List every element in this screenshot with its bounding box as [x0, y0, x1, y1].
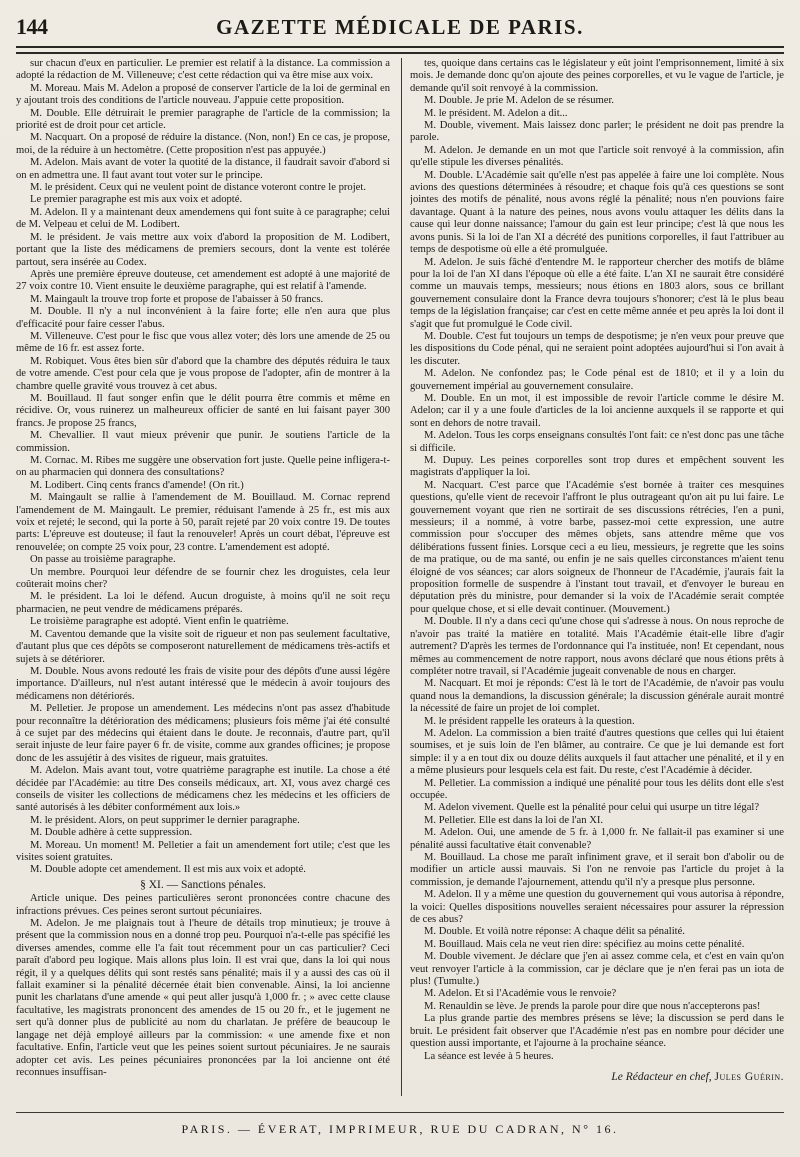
- paragraph: M. Dupuy. Les peines corporelles sont trop dures et empêchent souvent les magistrats d'appliquer la loi.: [410, 455, 784, 479]
- paragraph: M. Nacquart. On a proposé de réduire la distance. (Non, non!) En ce cas, je propose, moi, de la réduire à un hectomètre. (Cette proposition n'est pas appuyée.): [16, 132, 390, 156]
- column-divider: [401, 58, 402, 1096]
- paragraph: M. le président. M. Adelon a dit...: [424, 107, 568, 119]
- paragraph: M. Double. L'Académie sait qu'elle n'est pas appelée à faire une loi complète. Nous avions des questions déterminées à résoudre; et chaque fois qu'à ces questions se sont jointes des motifs de pénalité, nous avons réglé la pénalité; nous n'en pouvions faire davantage. Quant à la nature des peines, nous avons voulu attaquer les délits dans la cause qui leur donne naissance; l'amour du gain est leur principe; c'est là que nous les avons punis. Si la loi de l'an XI a décrété des punitions corporelles, il faut l'attribuer au temps de despotisme où elle a été promulguée.: [410, 169, 784, 256]
- paragraph: M. le président. La loi le défend. Aucun droguiste, à moins qu'il ne soit reçu pharmacien, ne peut vendre de médicamens préparés.: [16, 591, 390, 615]
- header-divider: [16, 52, 784, 54]
- paragraph: tes, quoique dans certains cas le législateur y eût joint l'emprisonnement, limité à six mois. Je demande donc qu'on ajoute des peines corporelles, et vu le vague de l'article, je demande qu'il soit renvoyé à la commission.: [410, 58, 784, 94]
- paragraph: M. Villeneuve. C'est pour le fisc que vous allez voter; dès lors une amende de 25 ou même de 16 fr. est assez forte.: [16, 330, 390, 355]
- paragraph: M. Adelon. Et si l'Académie vous le renvoie?: [424, 988, 617, 1000]
- paragraph: M. Cornac. M. Ribes me suggère une observation fort juste. Quelle peine infligera-t-on au pharmacien qui donnera des consultations?: [16, 455, 390, 479]
- paragraph: M. Chevallier. Il vaut mieux prévenir que punir. Je soutiens l'article de la commission.: [16, 430, 390, 454]
- paragraph: M. le président. Alors, on peut supprimer le dernier paragraphe.: [30, 814, 300, 826]
- paragraph: M. Adelon. Je me plaignais tout à l'heure de détails trop minutieux; je trouve à présent que la commission nous en a donné trop peu. Pourquoi n'a-t-elle pas spécifié les diverses amendes, comme elle l'a fait tout récemment pour un cas particulier? Ceci paraît d'abord peu logique. Mais allons plus loin. Il est vrai que, dans la loi qui nous régit, il y a quelques délits qui sont restés sans pénalité; mais il y a aussi des cas où il fallait examiner si la pénalité décernée était bien convenable. Ainsi, la loi ancienne punit les charlatans d'une amende « qui peut aller jusqu'à 1,000 fr. ; » avec cette clause facultative, les magistrats prononcent des amendes de 15 ou 20 fr., et le jugement ne sert qu'à donner plus de publicité au nom du charlatan. Je préfère de beaucoup le langage net déjà employé ailleurs par la commission: « une amende fixe et non facultative. Enfin, l'article veut que les peines soient surtout pécuniaires. Je ne saurais adopter cet avis. Les peines pécuniaires prononcées par la loi ancienne ont été reconnues insuffisan-: [16, 918, 390, 1078]
- paragraph: M. Bouillaud. Mais cela ne veut rien dire: spécifiez au moins cette pénalité.: [424, 938, 745, 950]
- paragraph: M. Adelon. Il y a maintenant deux amendemens qui font suite à ce paragraphe; celui de M. Velpeau et celui de M. Lodibert.: [16, 206, 390, 231]
- left-column-paragraphs-after: [16, 893, 390, 1079]
- paragraph: M. Moreau. Un moment! M. Pelletier a fait un amendement fort utile; c'est que les visites soient gratuites.: [16, 839, 390, 863]
- paragraph: M. Pelletier. La commission a indiqué une pénalité pour tous les délits dont elle s'est occupée.: [410, 777, 784, 801]
- paragraph: M. Adelon. Je suis fâché d'entendre M. le rapporteur chercher des motifs de blâme pour la loi de l'an XI dans l'époque où elle a été faite. L'an XI ne saurait être considéré comme un mauvais temps, messieurs; nous étions en 1803 alors, sous ce brillant gouvernement consulaire dont la France devra toujours s'honorer; c'est là le plus beau temps de la législation française; car c'est en cette même année et peu après la loi dont il s'agit que fut promulgué le Code civil.: [410, 256, 784, 330]
- paragraph: M. Renauldin se lève. Je prends la parole pour dire que nous n'accepterons pas!: [424, 1000, 761, 1012]
- right-column-paragraphs: [410, 58, 784, 1063]
- editor-signature: [410, 1071, 784, 1083]
- paragraph: sur chacun d'eux en particulier. Le premier est relatif à la distance. La commission a adopté la rédaction de M. Villeneuve; c'est cette rédaction qui va être mise aux voix.: [16, 58, 390, 82]
- paragraph: M. Double. Il n'y a nul inconvénient à la faire forte; elle n'en aura que plus d'efficacité pour faire cesser l'abus.: [16, 306, 390, 330]
- paragraph: M. Adelon. Mais avant tout, votre quatrième paragraphe est inutile. La chose a été décidée par l'Académie: au titre Des conseils médicaux, art. XI, vous avez chargé ces conseils de visiter les collections de médicamens chez les médecins et les officiers de santé autorisés à les débiter conformément aux lois.»: [16, 765, 390, 814]
- section-heading: § XI. — Sanctions pénales.: [140, 878, 266, 891]
- paragraph: La séance est levée à 5 heures.: [424, 1050, 554, 1062]
- left-column-paragraphs: [16, 58, 390, 877]
- paragraph: M. Pelletier. Je propose un amendement. Les médecins n'ont pas assez d'habitude pour reconnaître la détérioration des médicamens; plusieurs fois même j'ai été consulté à ce sujet par des médecins qui étaient dans le doute. Je reconnais, d'autre part, qu'il serait injuste de leur faire payer 6 fr. de visite, comme aux grandes officines; je propose donc de les assujétir à des visites de rigueur, mais gratuites.: [16, 703, 390, 764]
- paragraph: On passe au troisième paragraphe.: [30, 554, 176, 566]
- signature-label: Le Rédacteur en chef,: [611, 1070, 712, 1083]
- paragraph: M. Nacquart. Et moi je réponds: C'est là le tort de l'Académie, de n'avoir pas voulu quand nous la demandions, la discussion générale; la discussion générale aurait montré la nécessité de faire un projet de loi complet.: [410, 678, 784, 715]
- paragraph: Un membre. Pourquoi leur défendre de se fournir chez les droguistes, cela leur coûterait moins cher?: [16, 566, 390, 591]
- printer-imprint: PARIS. — ÉVERAT, IMPRIMEUR, RUE DU CADRAN, N° 16.: [181, 1122, 619, 1136]
- paragraph: M. Lodibert. Cinq cents francs d'amende! (On rit.): [30, 479, 244, 491]
- paragraph: M. Double. Elle détruirait le premier paragraphe de l'article de la commission; la priorité est de droit pour cet article.: [16, 107, 390, 132]
- paragraph: M. Adelon. Mais avant de voter la quotité de la distance, il faudrait savoir d'abord si on en admettra une. Il faut avant tout voter sur le principe.: [16, 157, 390, 181]
- paragraph: M. le président rappelle les orateurs à la question.: [424, 715, 635, 727]
- paragraph: M. Adelon. Il y a même une question du gouvernement qui vous autorisa à répondre, la voici: Quelles dispositions nouvelles seraient nécessaires pour assurer la répression de ces abus?: [410, 889, 784, 926]
- paragraph: M. Double adopte cet amendement. Il est mis aux voix et adopté.: [30, 864, 306, 876]
- paragraph: M. Double. Il n'y a dans ceci qu'une chose qui s'adresse à nous. On nous reproche de n'avoir pas traité la matière en totalité. Mais l'Académie était-elle libre d'agir autrement? D'après les termes de l'ordonnance qui l'a instituée, non! Et cependant, nous mêmes au commencement de notre rapport, nous avons déclaré que nous étions prêts à compléter notre travail, si l'Académie jugeait convenable de nous en charger.: [410, 616, 784, 677]
- paragraph: M. Adelon. Tous les corps enseignans consultés l'ont fait: ce n'est donc pas une tâche si difficile.: [410, 430, 784, 454]
- paragraph: M. Adelon vivement. Quelle est la pénalité pour celui qui usurpe un titre légal?: [424, 802, 760, 814]
- left-column: [16, 58, 390, 1096]
- paragraph: M. le président. Je vais mettre aux voix d'abord la proposition de M. Lodibert, portant que la liste des médicamens de premiers secours, dont la vente est tolérée partout, sera insérée au Codex.: [16, 231, 390, 268]
- journal-title: GAZETTE MÉDICALE DE PARIS.: [216, 15, 584, 39]
- paragraph: M. Double. Et voilà notre réponse: A chaque délit sa pénalité.: [424, 926, 685, 938]
- paragraph: M. Double vivement. Je déclare que j'en ai assez comme cela, et c'est en vain qu'on veut renvoyer l'article à la commission, car je déclare que je n'en ferai pas un iota de plus! (Tumulte.): [410, 951, 784, 988]
- paragraph: M. Maingault la trouve trop forte et propose de l'abaisser à 50 francs.: [30, 293, 324, 305]
- paragraph: M. Maingault se rallie à l'amendement de M. Bouillaud. M. Cornac reprend l'amendement de M. Maingault. Le premier, réduisant l'amende à 25 fr., est mis aux voix et rejeté; le second, qui la porte à 50, paraît rejeté par 20 voix contre 19. De toutes parts: L'épreuve est douteuse; il faut la renouveler! Après un court débat, l'épreuve est renouvelée; on compte 25 voix pour, 23 contre. L'amendement est adopté.: [16, 492, 390, 553]
- paragraph: M. Double. Nous avons redouté les frais de visite pour des dépôts d'une aussi légère importance. D'ailleurs, nul n'est autant intéressé que le médecin à avoir toujours des médicamens non détériorés.: [16, 665, 390, 702]
- page-header: [16, 14, 784, 48]
- paragraph: Le troisième paragraphe est adopté. Vient enfin le quatrième.: [30, 616, 289, 628]
- signature-name: Jules Guérin.: [714, 1070, 784, 1083]
- article-columns: [16, 58, 784, 1096]
- paragraph: M. Nacquart. C'est parce que l'Académie s'est bornée à traiter ces mesquines questions, qu'elle vient de recevoir l'affront le plus outrageant qu'on ait pu lui faire. Le gouvernement voyant que rien ne sortirait de ses discussions rétrécies, l'en a puni, messieurs; il a nommé, à votre barbe, passez-moi cette expression, une autre commission pour s'occuper des mêmes objets, sans attendre même que vos délibérations fussent finies. Lorsque ceci a eu lieu, messieurs, je regrette que les soins de ma pratique, ou de ma santé, ou enfin je ne sais quelles circonstances m'aient tenu éloigné de vos séances; car alors soigneux de l'honneur de l'Académie, j'aurais fait la proposition formelle de suspendre à l'instant tout travail, et d'envoyer le bureau en députation près du ministre, pour demander si la voix de l'Académie serait comptée pour quelque chose, et si elle devait continuer. (Mouvement.): [410, 479, 784, 615]
- page-number: 144: [16, 14, 48, 39]
- paragraph: Après une première épreuve douteuse, cet amendement est adopté à une majorité de 27 voix contre 10. Vient ensuite le deuxième paragraphe, qui est relatif à l'amende.: [16, 268, 390, 293]
- paragraph: M. Double. Je prie M. Adelon de se résumer.: [424, 95, 615, 107]
- paragraph: M. Pelletier. Elle est dans la loi de l'an XI.: [424, 814, 604, 826]
- paragraph: M. Double. C'est fut toujours un temps de despotisme; je n'en veux pour preuve que les dispositions du Code pénal, qui ne seraient point adoptées aujourd'hui si l'on avait à les discuter.: [410, 330, 784, 367]
- paragraph: M. Moreau. Mais M. Adelon a proposé de conserver l'article de la loi de germinal en y ajoutant trois des conditions de l'article nouveau. J'appuie cette proposition.: [16, 82, 390, 107]
- paragraph: M. Caventou demande que la visite soit de rigueur et non pas seulement facultative, d'autant plus que ces dépôts se composeront naturellement de médicamens très-actifs et sujets à se détériorer.: [16, 628, 390, 665]
- paragraph: La plus grande partie des membres présens se lève; la discussion se perd dans le bruit. Le président fait observer que l'Académie n'est pas en nombre pour décider une question aussi importante, et l'ajourne à la prochaine séance.: [410, 1013, 784, 1050]
- paragraph: M. Adelon. Ne confondez pas; le Code pénal est de 1810; et il y a loin du gouvernement impérial au gouvernement consulaire.: [410, 368, 784, 392]
- paragraph: M. Bouillaud. La chose me paraît infiniment grave, et il serait bon d'abolir ou de modifier un article aussi mauvais. Si l'on ne renvoie pas l'article du projet à la commission, je demande l'ajournement, attendu qu'il n'y a presque plus personne.: [410, 852, 784, 888]
- footer-divider: [16, 1112, 784, 1113]
- paragraph: M. Adelon. Je demande en un mot que l'article soit renvoyé à la commission, afin qu'elle stipule les diverses pénalités.: [410, 144, 784, 169]
- paragraph: Le premier paragraphe est mis aux voix et adopté.: [30, 194, 243, 206]
- paragraph: Article unique. Des peines particulières seront prononcées contre chacune des infractions prévues. Ces peines seront surtout pécuniaires.: [16, 893, 390, 917]
- paragraph: M. Double adhère à cette suppression.: [30, 827, 193, 839]
- paragraph: M. Double, vivement. Mais laissez donc parler; le président ne doit pas prendre la parole.: [410, 120, 784, 144]
- paragraph: M. Adelon. Oui, une amende de 5 fr. à 1,000 fr. Ne fallait-il pas examiner si une pénalité aussi facultative était convenable?: [410, 827, 784, 851]
- right-column: [410, 58, 784, 1096]
- paragraph: M. le président. Ceux qui ne veulent point de distance voteront contre le projet.: [30, 182, 366, 194]
- paragraph: M. Bouillaud. Il faut songer enfin que le délit pourra être commis et même en récidive. Or, vous ruinerez un malheureux officier de santé en lui faisant payer 300 francs. Je propose 25 francs,: [16, 392, 390, 429]
- paragraph: M. Robiquet. Vous êtes bien sûr d'abord que la chambre des députés réduira le taux de votre amende. C'est pour cela que je vous propose de l'adopter, afin de montrer à la chambre quelle gravité vous trouvez à cet abus.: [16, 355, 390, 392]
- paragraph: M. Double. En un mot, il est impossible de revoir l'article comme le désire M. Adelon; car il y a une foule d'articles de la loi ancienne auxquels il se rapporte et qui sont en dehors de notre travail.: [410, 392, 784, 429]
- paragraph: M. Adelon. La commission a bien traité d'autres questions que celles qui lui étaient soumises, et je suis loin de l'en blâmer, au contraire. Ce que je lui demande est fort simple: il y a en tout dix ou douze délits auxquels il faut attacher une pénalité, et il y en a même plusieurs pour lesquels cela est fait. Du reste, c'est l'Académie à décider.: [410, 727, 784, 777]
